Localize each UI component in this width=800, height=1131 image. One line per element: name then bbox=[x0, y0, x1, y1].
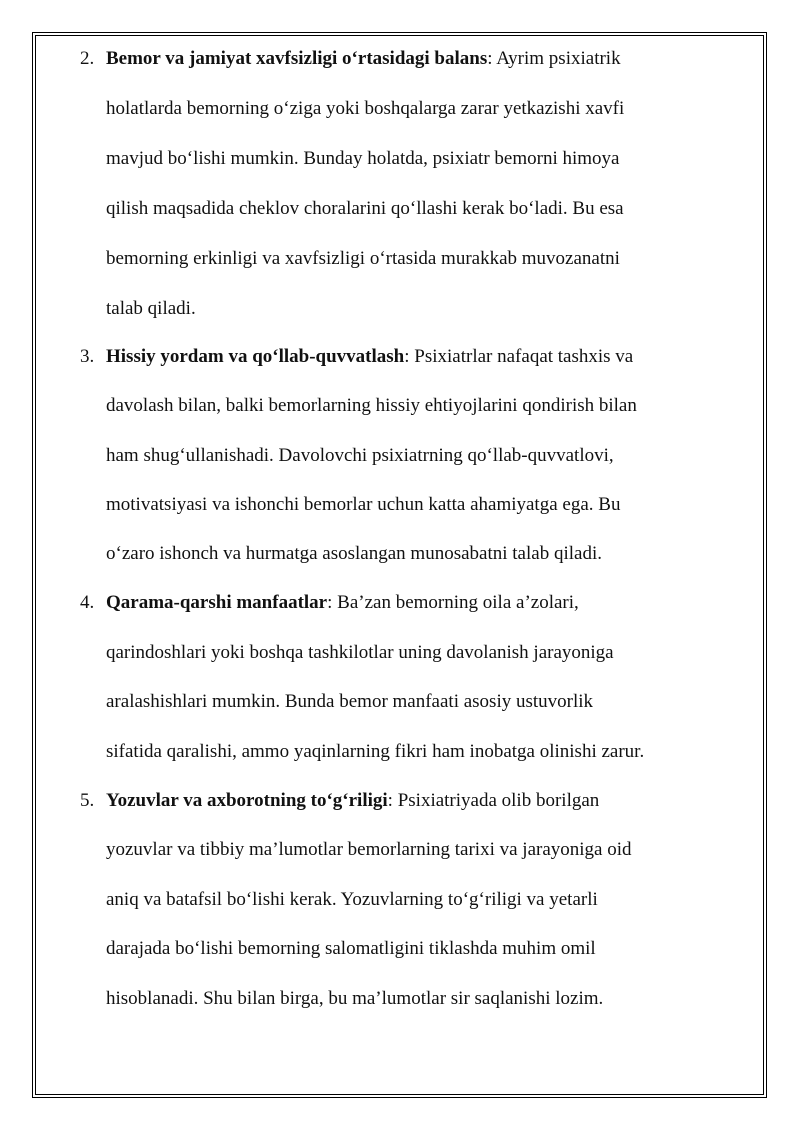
list-line: yozuvlar va tibbiy ma’lumotlar bemorlarning tarixi va jarayoniga oid bbox=[106, 839, 632, 860]
list-number: 5. bbox=[80, 790, 95, 811]
list-line: mavjud bo‘lishi mumkin. Bunday holatda, psixiatr bemorni himoya bbox=[106, 148, 620, 169]
list-line: hisoblanadi. Shu bilan birga, bu ma’lumotlar sir saqlanishi lozim. bbox=[106, 988, 604, 1009]
list-number: 3. bbox=[80, 346, 95, 367]
list-term: Bemor va jamiyat xavfsizligi o‘rtasidagi balans bbox=[106, 48, 488, 69]
list-line: bemorning erkinligi va xavfsizligi o‘rtasida murakkab muvozanatni bbox=[106, 248, 620, 269]
list-line: talab qiladi. bbox=[106, 298, 196, 319]
list-line: Qarama-qarshi manfaatlar: Ba’zan bemorning oila a’zolari, bbox=[106, 592, 579, 613]
list-line: ham shug‘ullanishadi. Davolovchi psixiatrning qo‘llab-quvvatlovi, bbox=[106, 445, 614, 466]
list-term: Hissiy yordam va qo‘llab-quvvatlash bbox=[106, 346, 405, 367]
list-line: aralashishlari mumkin. Bunda bemor manfaati asosiy ustuvorlik bbox=[106, 691, 594, 712]
list-term: Yozuvlar va axborotning to‘g‘riligi bbox=[106, 790, 388, 811]
list-number: 4. bbox=[80, 592, 95, 613]
list-number: 2. bbox=[80, 48, 95, 69]
list-line: holatlarda bemorning o‘ziga yoki boshqalarga zarar yetkazishi xavfi bbox=[106, 98, 625, 119]
list-line: o‘zaro ishonch va hurmatga asoslangan munosabatni talab qiladi. bbox=[106, 543, 602, 564]
list-line: qilish maqsadida cheklov choralarini qo‘llashi kerak bo‘ladi. Bu esa bbox=[106, 198, 624, 219]
list-line: darajada bo‘lishi bemorning salomatligini tiklashda muhim omil bbox=[106, 938, 596, 959]
list-line: Yozuvlar va axborotning to‘g‘riligi: Psixiatriyada olib borilgan bbox=[106, 790, 600, 811]
list-line: davolash bilan, balki bemorlarning hissiy ehtiyojlarini qondirish bilan bbox=[106, 395, 637, 416]
list-line: qarindoshlari yoki boshqa tashkilotlar uning davolanish jarayoniga bbox=[106, 642, 614, 663]
list-term: Qarama-qarshi manfaatlar bbox=[106, 592, 328, 613]
list-line: aniq va batafsil bo‘lishi kerak. Yozuvlarning to‘g‘riligi va yetarli bbox=[106, 889, 598, 910]
list-line: Hissiy yordam va qo‘llab-quvvatlash: Psixiatrlar nafaqat tashxis va bbox=[106, 346, 634, 367]
list-line: Bemor va jamiyat xavfsizligi o‘rtasidagi balans: Ayrim psixiatrik bbox=[106, 48, 621, 69]
list-line: motivatsiyasi va ishonchi bemorlar uchun katta ahamiyatga ega. Bu bbox=[106, 494, 621, 515]
list-line: sifatida qaralishi, ammo yaqinlarning fikri ham inobatga olinishi zarur. bbox=[106, 741, 645, 762]
